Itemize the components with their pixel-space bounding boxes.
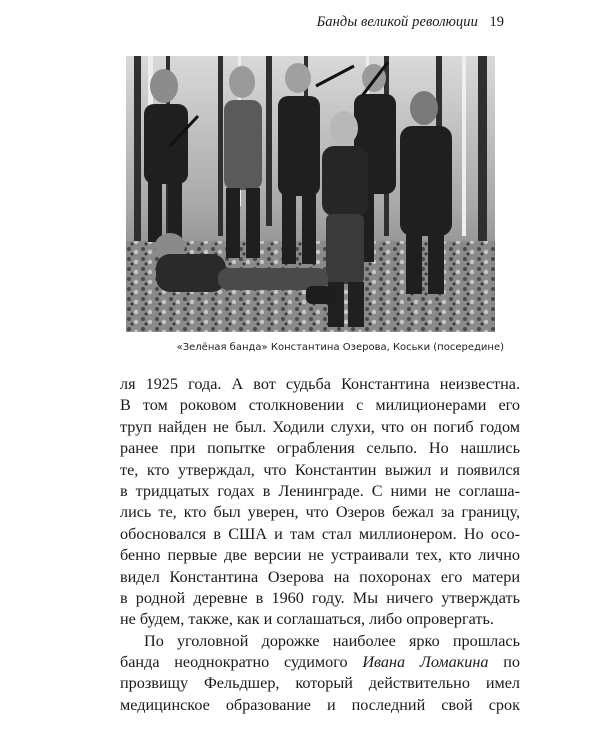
text-line-with-name: [120, 652, 520, 673]
italic-name: Ивана Ломакина: [362, 653, 489, 672]
page-number: 19: [489, 14, 504, 30]
text-line: прозвищу Фельдшер, который действительно имел: [120, 674, 520, 693]
text-line: В том роковом столкновении с милиционерами его: [120, 396, 520, 415]
text-line: ля 1925 года. А вот судьба Константина неизвестна.: [120, 375, 520, 393]
text-line: ранее при попытке ограбления сельпо. Но нашлись: [120, 439, 520, 458]
text-line: медицинское образование и последний свой срок: [120, 695, 520, 714]
text-line: видел Константина Озерова на похоронах его матери: [120, 567, 520, 586]
text-segment: банда неоднократно судимого: [120, 653, 363, 672]
text-line: лись те, кто был уверен, что Озеров бежал за границу,: [120, 503, 520, 522]
body-text: [120, 374, 520, 716]
text-line: не будем, также, как и соглашаться, либо опровергать.: [120, 610, 494, 629]
paragraph-start-line: По уголовной дорожке наиболее ярко прошлась: [144, 631, 520, 650]
text-line: бенно первые две версии не устраивали тех, кто лично: [120, 546, 520, 565]
figure-caption: «Зелёная банда» Константина Озерова, Коськи (посередине): [176, 342, 504, 353]
text-line: те, кто утверждал, что Константин выжил и появился: [120, 460, 520, 479]
text-line: труп найден не был. Ходили слухи, что он погиб годом: [120, 417, 520, 436]
running-title: Банды великой революции: [316, 14, 478, 30]
text-line: обосновался в США и там стал миллионером. Но осо-: [120, 524, 520, 543]
historical-group-photo: [126, 56, 495, 332]
text-line: в тридцатых годах в Ленинграде. С ними не соглаша-: [120, 481, 520, 500]
text-line: в родной деревне в 1960 году. Мы ничего утверждать: [120, 588, 520, 607]
text-segment: по: [488, 653, 520, 672]
